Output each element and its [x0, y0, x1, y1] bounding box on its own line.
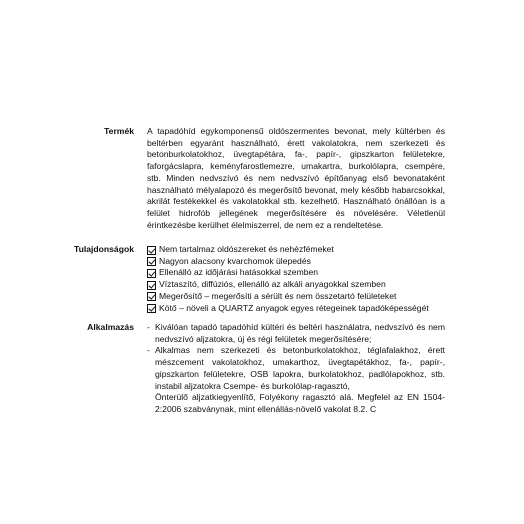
checkbox-icon	[147, 246, 156, 255]
property-text: Ellenálló az időjárási hatásokkal szemben	[159, 267, 319, 278]
list-item	[147, 322, 445, 345]
list-item	[147, 303, 445, 315]
checkbox-icon	[147, 281, 156, 290]
property-text: Nagyon alacsony kvarchomok ülepedés	[159, 255, 311, 266]
list-item	[147, 279, 445, 291]
property-list	[147, 244, 445, 314]
checkbox-icon	[147, 269, 156, 278]
tulajdonsagok-label: Tulajdonságok	[73, 244, 134, 254]
tulajdonsagok-content	[147, 244, 445, 314]
application-text: Alkalmas nem szerkezeti és betonburkolatokhoz, téglafalakhoz, érett mészcement vakolatokhoz, umakarthoz, üvegtapétákhoz, fa-, papír-, gipszkarton felületekre, OSB lapokra, burkolatokhoz, padlólapokhoz, stb. instabil aljzatokra Csempe- és burkolólap-ragasztó,	[155, 345, 445, 391]
property-text: Nem tartalmaz oldószereket és nehézfémeket	[159, 244, 334, 254]
application-list	[147, 322, 445, 392]
list-item	[147, 244, 445, 256]
application-continuation: Önterülő aljzatkiegyenlítő, Folyékony ragasztó alá. Megfelel az EN 1504-2:2006 szabványnak, mint ellenállás-növelő vakolat 8.2. C	[155, 392, 445, 414]
list-item	[147, 345, 445, 392]
list-item	[147, 291, 445, 303]
termek-text: A tapadóhíd egykomponensű oldószermentes bevonat, mely kültérben és beltérben egyaránt használható, érett vakolatokra, nem szerkezeti és betonburkolatokhoz, üvegtapétára, fa-, papír-, gipszkarton felületekre, faforgácslapra, keményfarostlemezre, umakartra, burkolólapra, csempére, stb. Minden nedvszívó és nem nedvszívó építőanyag első bevonataként használható mélyalapozó és megerősítő bevonat, mely később habarcsokkal, akrilát festékekkel és vakolatokkal stb. kezelhető. Használható önállóan is a felület hidrofób jellegének megerősítésére és növelésére. Véletlenül érintkezésbe kerülhet élelmiszerrel, de nem ez a rendeltetése.	[147, 126, 445, 230]
termek-label: Termék	[104, 126, 134, 136]
dash-bullet: -	[147, 345, 150, 356]
alkalmazas-content	[147, 322, 445, 416]
alkalmazas-label: Alkalmazás	[87, 322, 134, 332]
checkbox-icon	[147, 304, 156, 313]
property-text: Kötő – növeli a QUARTZ anyagok egyes rétegeinek tapadóképességét	[159, 302, 429, 313]
application-text: Kiválóan tapadó tapadóhíd kültéri és beltéri használatra, nedvszívó és nem nedvszívó aljzatokra, új és régi felületek megerősítésére;	[155, 322, 445, 344]
checkbox-icon	[147, 292, 156, 301]
list-item	[147, 267, 445, 279]
dash-bullet: -	[147, 322, 150, 332]
termek-content	[147, 126, 445, 231]
property-text: Megerősítő – megerősíti a sérült és nem összetartó felületeket	[159, 290, 397, 301]
property-text: Víztaszító, diffúziós, ellenálló az alkáli anyagokkal szemben	[159, 279, 386, 290]
checkbox-icon	[147, 257, 156, 266]
list-item	[147, 256, 445, 268]
